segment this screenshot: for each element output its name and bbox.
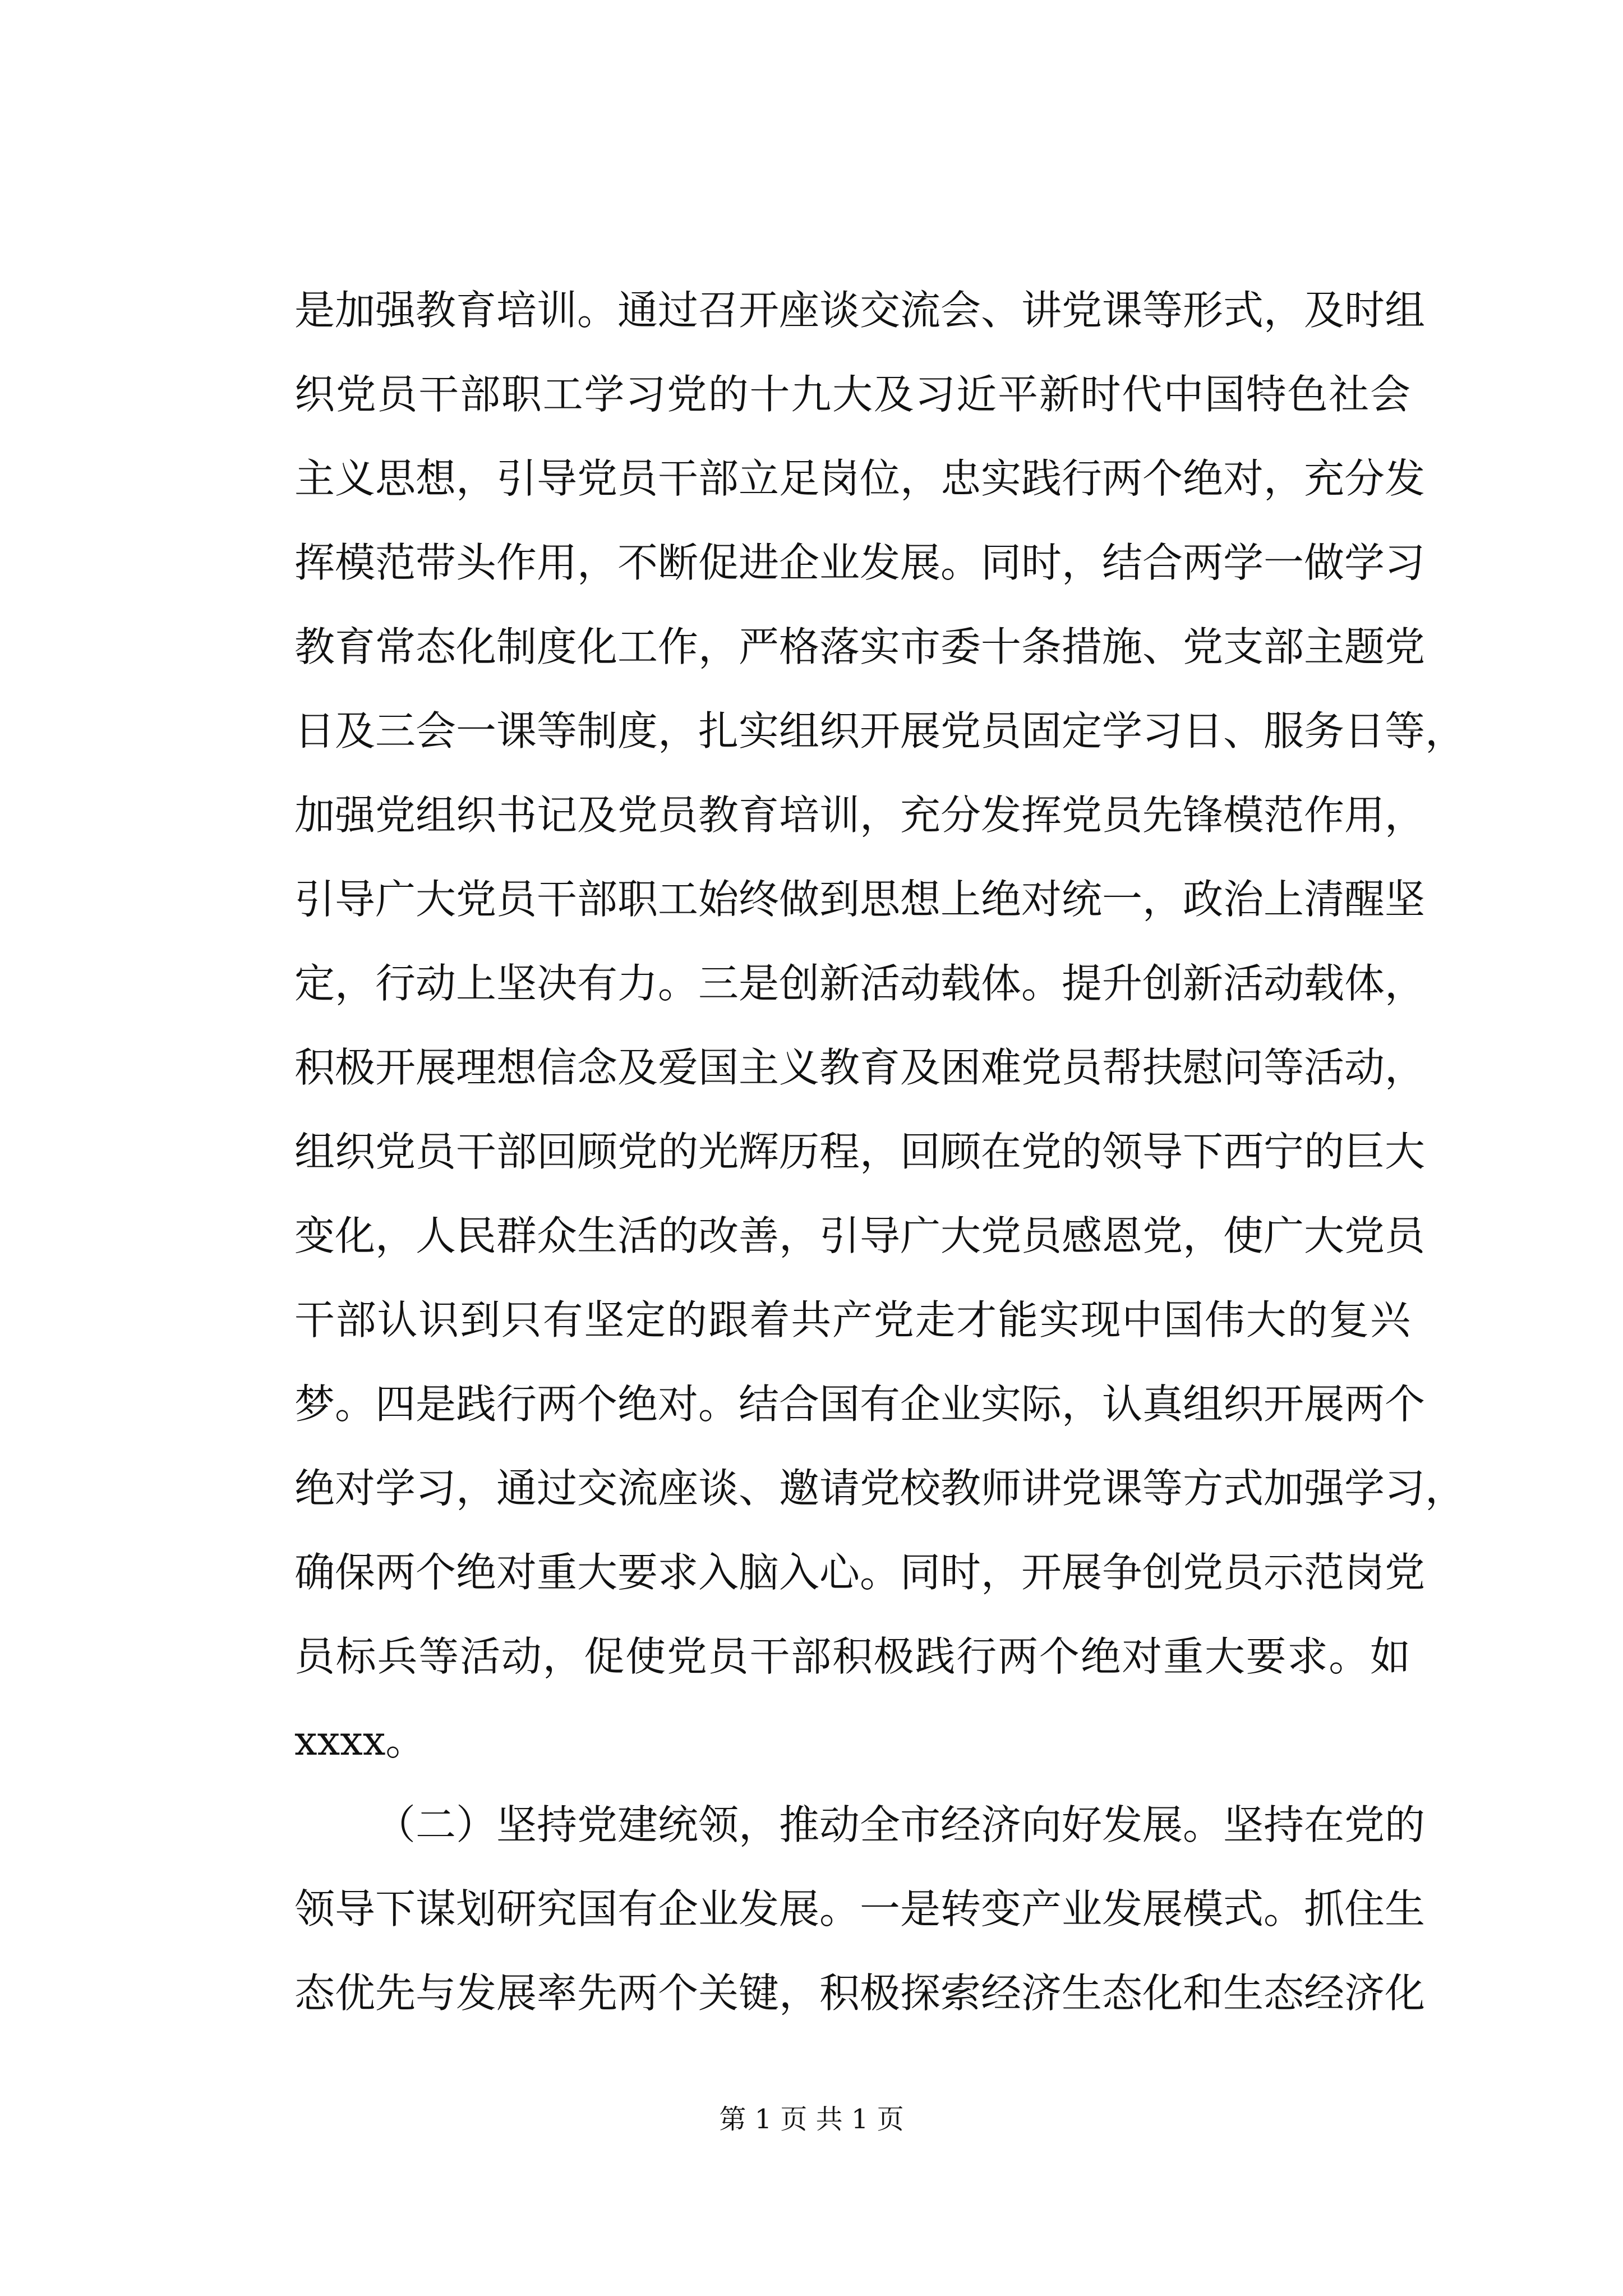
document-body (294, 268, 1466, 2035)
text-line: 教育常态化制度化工作，严格落实市委十条措施、党支部主题党 (294, 623, 1426, 670)
text-line: 梦。四是践行两个绝对。结合国有企业实际，认真组织开展两个 (294, 1381, 1426, 1428)
text-line: 变化，人民群众生活的改善，引导广大党员感恩党，使广大党员 (294, 1212, 1426, 1259)
text-line: 领导下谋划研究国有企业发展。一是转变产业发展模式。抓住生 (294, 1885, 1426, 1932)
text-line: 挥模范带头作用，不断促进企业发展。同时，结合两学一做学习 (294, 539, 1426, 586)
text-line: xxxx。 (294, 1717, 426, 1764)
text-line: 员标兵等活动，促使党员干部积极践行两个绝对重大要求。如 (294, 1633, 1410, 1680)
text-line: 是加强教育培训。通过召开座谈交流会、讲党课等形式，及时组 (294, 287, 1426, 334)
text-line: 定，行动上坚决有力。三是创新活动载体。提升创新活动载体， (294, 960, 1426, 1007)
page-number-label: 第 1 页 共 1 页 (719, 2104, 904, 2135)
text-line: 干部认识到只有坚定的跟着共产党走才能实现中国伟大的复兴 (294, 1296, 1410, 1343)
text-line: 态优先与发展率先两个关键，积极探索经济生态化和生态经济化 (294, 1970, 1426, 2017)
page-footer (0, 2102, 1623, 2136)
section-heading-line: （二）坚持党建统领，推动全市经济向好发展。坚持在党的 (375, 1801, 1426, 1848)
text-line: 积极开展理想信念及爱国主义教育及困难党员帮扶慰问等活动， (294, 1044, 1426, 1091)
text-line: 加强党组织书记及党员教育培训，充分发挥党员先锋模范作用， (294, 792, 1426, 839)
text-line: 绝对学习，通过交流座谈、邀请党校教师讲党课等方式加强学习， (294, 1465, 1466, 1512)
text-line: 日及三会一课等制度，扎实组织开展党员固定学习日、服务日等， (294, 707, 1466, 754)
text-line: 主义思想，引导党员干部立足岗位，忠实践行两个绝对，充分发 (294, 455, 1426, 502)
text-line: 组织党员干部回顾党的光辉历程，回顾在党的领导下西宁的巨大 (294, 1128, 1426, 1175)
text-line: 引导广大党员干部职工始终做到思想上绝对统一，政治上清醒坚 (294, 876, 1426, 923)
text-line: 织党员干部职工学习党的十九大及习近平新时代中国特色社会 (294, 371, 1410, 418)
text-line: 确保两个绝对重大要求入脑入心。同时，开展争创党员示范岗党 (294, 1549, 1426, 1596)
